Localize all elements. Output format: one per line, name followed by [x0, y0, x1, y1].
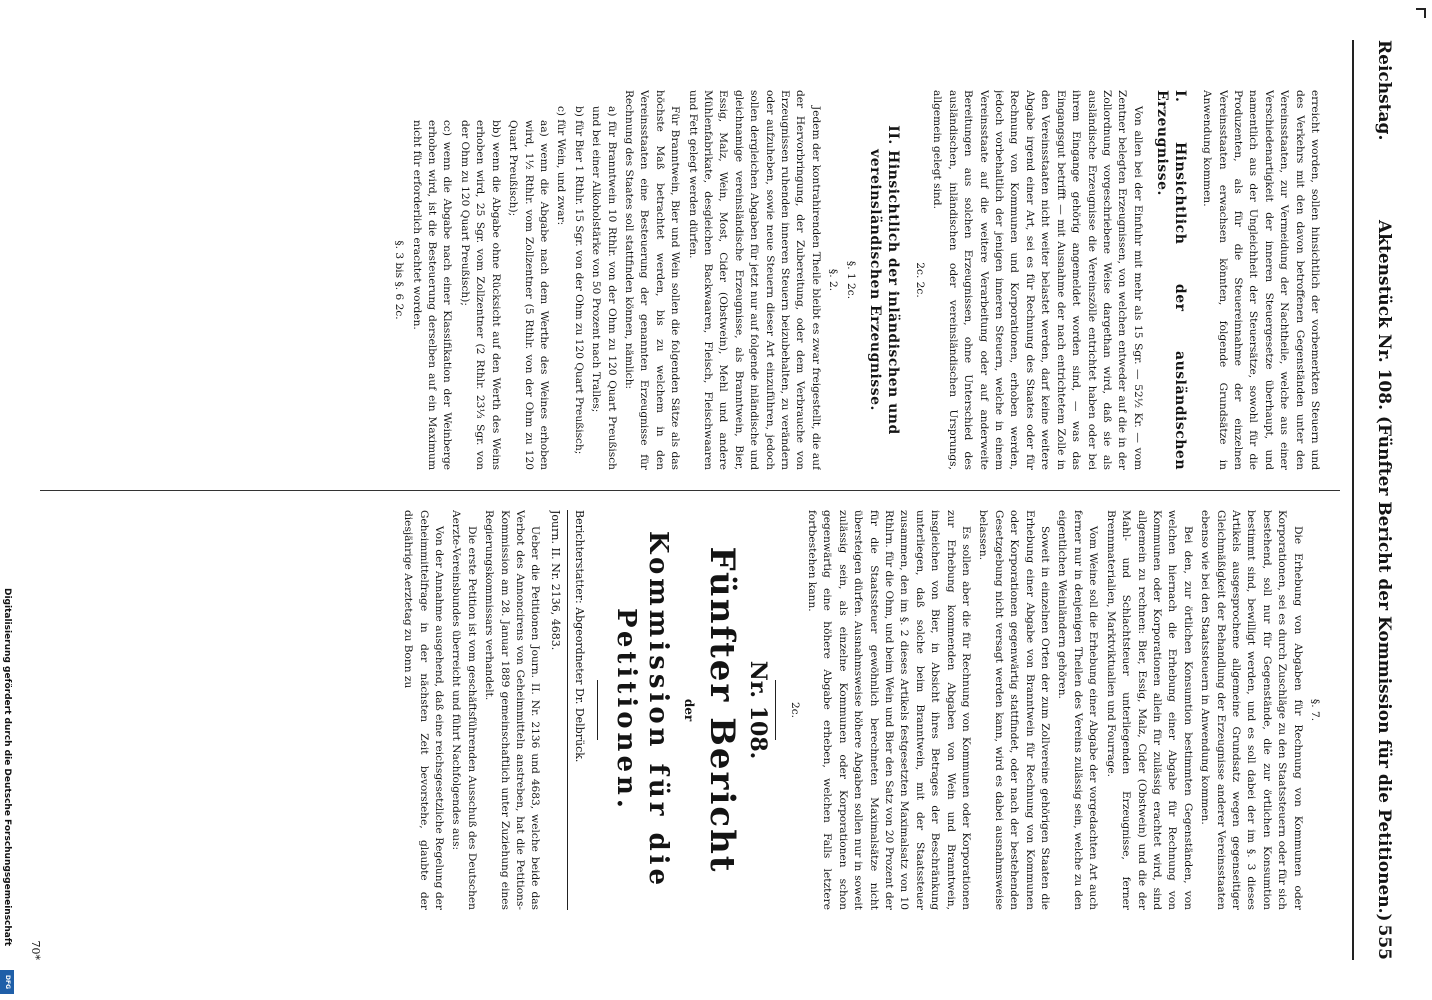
rate-list: [408, 90, 618, 470]
column-divider: [40, 490, 1340, 491]
header-rule: [1352, 40, 1354, 960]
paragraph: Von der Annahme ausgehend, daß eine reichsgesetzliche Regelung der Geheimmittelfrage in der nächsten Zeit bevorstehe, glaubte der diesjährige Aerztetag zu Bonn zu: [402, 510, 445, 910]
rapporteur: Berichterstatter: Abgeordneter Dr. Delbrück.: [573, 510, 587, 763]
paragraph-number: §. 1 2c.: [844, 260, 857, 300]
commission-title: Kommission für die Petitionen.: [611, 530, 674, 890]
paragraph: erreicht worden, sollen hinsichtlich der vorbemerkten Steuern und des Verkehrs mit den davon betroffenen Gegenständen unter den Vereinsstaaten, zur Vermeidung der Nachtheile, welche aus einer Verschiedenartigkeit der inneren Steuergesetze überhaupt, und namentlich aus der Ungleichheit der Steuersätze, sowohl für die Produzenten, als für die Steuereinnahme der einzelnen Vereinsstaaten erwachsen könnten, folgende Grundsätze in Anwendung kommen.: [1201, 90, 1321, 470]
list-item: cc) wenn die Abgabe nach einer Klassifikation der Weinberge erhoben wird, ist die Besteuerung derselben auf ein Maximum nicht für erforderlich erachtet worden.: [410, 120, 454, 470]
column-left: [32, 90, 1322, 470]
paragraph: Bei den, zur örtlichen Konsumtion bestimmten Gegenständen, von welchen hiernach die Erhebung einer Abgabe für Rechnung von Kommunen oder Korporationen allein für zulässig erachtet wird, sind allgemein zu rechnen: Bier, Essig, Malz, Cider (Obstwein) und die der Mahl- und Schlachtsteuer unterliegenden Erzeugnisse, ferner Brennmaterialien, Marktviktualien und Fourrage.: [1104, 510, 1194, 910]
section-heading: II. Hinsichtlich der inländischen und vereinsländischen Erzeugnisse.: [866, 125, 901, 435]
dfg-logo: DFG: [0, 970, 14, 994]
journal-reference: Journ. II. Nr. 2136, 4683.: [549, 510, 563, 651]
list-item: c) für Wein, und zwar:: [555, 106, 568, 226]
document-number: Nr. 108.: [745, 660, 772, 760]
paragraph: Die Erhebung von Abgaben für Rechnung von Kommunen oder Korporationen, sei es durch Zuschläge zu den Staatssteuern oder für sich bestehend, soll nur für Gegenstände, die zur örtlichen Konsumtion bestimmt sind, bewilligt werden, und es soll dabei der im §. 3 dieses Artikels ausgesprochene allgemeine Grundsatz wegen gegenseitiger Gleichmäßigkeit der Behandlung der Erzeugnisse anderer Vereinsstaaten ebenso wie bei den Staatssteuern in Anwendung kommen.: [1199, 510, 1304, 910]
report-title: Fünfter Bericht: [701, 546, 742, 874]
meta-rule: [567, 510, 568, 910]
header-left: Reichstag.: [1374, 40, 1394, 141]
page-header: [1362, 40, 1402, 960]
title-connector: der: [681, 698, 696, 722]
paragraph: Ueber die Petitionen Journ. II. Nr. 2136 und 4683, welche beide das Verbot des Annoncirens von Geheimmitteln anstreben, hat die Petitions-Kommission am 28. Januar 1889 gemeinschaftlich unter Zuziehung eines Regierungskommissars verhandelt.: [483, 510, 542, 910]
paragraph: Es sollen aber die für Rechnung von Kommunen oder Korporationen zur Erhebung kommenden Abgaben von Wein und Branntwein, insgleichen von Bier, in Absicht ihres Betrages der Beschränkung unterliegen, daß solche beim Branntwein, mit der Staatssteuer zusammen, den im §. 2 dieses Artikels festgesetzten Maximalsatz von 10 Rthlrn. für die Ohm, und beim Wein und Bier den Satz von 20 Prozent der für die Staatssteuer gewöhnlich berechneten Maximalsätze nicht übersteigen dürfen. Ausnahmsweise höhere Abgaben sollen nur in soweit zulässig sein, als einzelne Kommunen oder Korporationen schon gegenwärtig eine höhere Abgabe erheben, welchen Falls letztere fortbestehen kann.: [806, 510, 973, 910]
paragraph: Für Branntwein, Bier und Wein sollen die folgenden Sätze als das höchste Maß betrachtet werden, bis zu welchem in den Vereinsstaaten eine Besteuerung der genannten Erzeugnisse für Rechnung des Staates soll stattfinden können, nämlich:: [622, 90, 682, 470]
separator: [597, 680, 598, 740]
etc-mark: 2c.: [788, 701, 801, 719]
column-right: [32, 510, 1322, 910]
corner-mark: [1416, 8, 1426, 18]
paragraph: Die erste Petition ist vom geschäftsführenden Ausschuß des Deutschen Aerzte-Vereinsbundes überreicht und führt Nachfolgendes aus:: [450, 510, 478, 910]
digitization-credit: [0, 588, 14, 988]
credit-text: Digitalisierung gefördert durch die Deutsche Forschungsgemeinschaft: [2, 588, 12, 947]
separator: [775, 680, 776, 740]
report-title-block: [610, 510, 772, 910]
page-number: 555: [1374, 924, 1394, 960]
list-item: aa) wenn die Abgabe nach dem Werthe des Weines erhoben wird, 1½ Rthlr. vom Zollzentner (5 Rthlr. von der Ohm zu 120 Quart Preußisch);: [507, 120, 550, 470]
paragraph-number: §. 7.: [1309, 698, 1321, 722]
list-item: a) für Branntwein 10 Rthlr. von der Ohm zu 120 Quart Preußisch und bei einer Alkoholstärke von 50 Prozent nach Tralles;: [590, 106, 618, 470]
paragraph: Von allen bei der Einfuhr mit mehr als 15 Sgr. — 52½ Kr. — vom Zentner belegten Erzeugnissen, von welchen entweder auf die in der Zollordnung vorgeschriebene Weise dargethan wird, daß sie als ausländische Erzeugnisse die Vereinszölle entrichtet haben oder bei ihrem Eingange gehörig angemeldet worden sind, — was das Eingangsgut betrifft — mit Ausnahme der nach entrichtetem Zolle in den Vereinsstaaten nicht weiter belastet werden, darf keine weitere Abgabe irgend einer Art, sei es für Rechnung des Staates oder für Rechnung von Kommunen und Korporationen, erhoben werden, jedoch vorbehaltlich der jenigen inneren Steuern, welche in einem Vereinsstaate auf die weitere Verarbeitung oder auf anderweite Bereitungen aus solchen Erzeugnissen, ohne Unterschied des ausländischen, inländischen oder vereinsländischen Ursprungs, allgemein gelegt sind.: [931, 90, 1144, 470]
signature-mark: 70*: [29, 940, 42, 960]
paragraph: Soweit in einzelnen Orten der zum Zollvereine gehörigen Staaten die Erhebung einer Abgabe von Branntwein für Rechnung von Kommunen oder Korporationen gegenwärtig stattfindet, oder nach der bestehenden Gesetzgebung nicht versagt werden kann, wird es dabei ausnahmsweise belassen.: [977, 510, 1052, 910]
section-heading: I. Hinsichtlich der ausländischen Erzeugnisse.: [1153, 90, 1188, 470]
list-item: bb) wenn die Abgabe ohne Rücksicht auf den Werth des Weins erhoben wird, 25 Sgr. vom Zollzentner (2 Rthlr. 23⅓ Sgr. von der Ohm zu 120 Quart Preußisch);: [458, 120, 502, 470]
etc-mark: 2c. 2c.: [914, 262, 927, 298]
header-title: Aktenstück Nr. 108. (Fünfter Bericht der Kommission für die Petitionen.): [1374, 220, 1394, 922]
paragraph: Vom Weine soll die Erhebung einer Abgabe der vorgedachten Art auch ferner nur in denjenigen Theilen des Vereins zulässig sein, welche zu den eigentlichen Weinländern gehören.: [1056, 510, 1100, 910]
etc-mark: §. 3 bis §. 6 2c.: [393, 240, 406, 320]
paragraph-number: §. 2.: [827, 268, 840, 292]
paragraph: Jedem der kontrahirenden Theile bleibt es zwar freigestellt, die auf der Hervorbringung, der Zubereitung, oder dem Verbrauche von Erzeugnissen ruhenden inneren Steuern beizubehalten, zu verändern oder aufzuheben, sowie neue Steuern dieser Art einzuführen, jedoch sollen dergleichen Abgaben für jetzt nur auf folgende inländische und gleichnamige vereinsländische Erzeugnisse, als Branntwein, Bier, Essig, Malz, Wein, Most, Cider (Obstwein), Mehl und andere Mühlenfabrikate, desgleichen Backwaaren, Fleisch, Fleischwaaren und Fett gelegt werden dürfen.: [686, 90, 822, 470]
report-meta: [548, 510, 587, 910]
list-item: b) für Bier 1 Rthlr. 15 Sgr. von der Ohm zu 120 Quart Preußisch;: [572, 106, 585, 455]
